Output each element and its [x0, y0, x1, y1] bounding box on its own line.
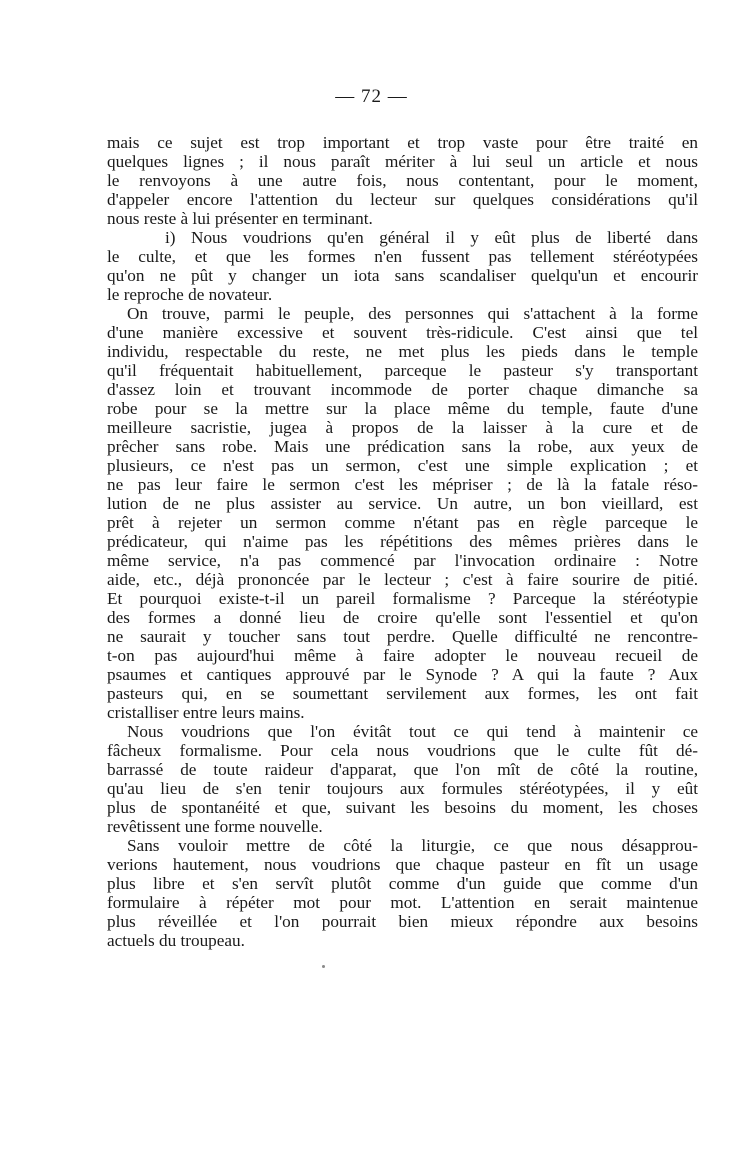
paragraph — [107, 836, 698, 950]
text-line: prêcher sans robe. Mais une prédication sans la robe, aux yeux de — [107, 437, 698, 456]
text-line: nous reste à lui présenter en terminant. — [107, 209, 373, 228]
text-line: robe pour se la mettre sur la place même du temple, faute d'une — [107, 399, 698, 418]
text-line: prêt à rejeter un sermon comme n'étant pas en règle parceque le — [107, 513, 698, 532]
text-line: des formes a donné lieu de croire qu'elle sont l'essentiel et qu'on — [107, 608, 698, 627]
text-line: Nous voudrions que l'on évitât tout ce qui tend à maintenir ce — [127, 722, 698, 741]
text-line: pasteurs qui, en se soumettant servilement aux formes, les ont fait — [107, 684, 698, 703]
text-line: lution de ne plus assister au service. Un autre, un bon vieillard, est — [107, 494, 698, 513]
body-text — [107, 133, 698, 950]
text-line: quelques lignes ; il nous paraît mériter à lui seul un article et nous — [107, 152, 698, 171]
text-line: formulaire à répéter mot pour mot. L'attention en serait maintenue — [107, 893, 698, 912]
text-line: d'assez loin et trouvant incommode de porter chaque dimanche sa — [107, 380, 698, 399]
paragraph — [107, 228, 698, 304]
text-line: le reproche de novateur. — [107, 285, 273, 304]
paragraph — [107, 722, 698, 836]
text-line: barrassé de toute raideur d'apparat, que l'on mît de côté la routine, — [107, 760, 698, 779]
text-line: actuels du troupeau. — [107, 931, 245, 950]
text-line: même service, n'a pas commencé par l'invocation ordinaire : Notre — [107, 551, 698, 570]
text-line: cristalliser entre leurs mains. — [107, 703, 305, 722]
page-number: — 72 — — [335, 86, 408, 107]
text-line: On trouve, parmi le peuple, des personnes qui s'attachent à la forme — [127, 304, 698, 323]
text-line: mais ce sujet est trop important et trop vaste pour être traité en — [107, 133, 698, 152]
text-line: plus libre et s'en servît plutôt comme d'un guide que comme d'un — [107, 874, 698, 893]
text-line: plus réveillée et l'on pourrait bien mieux répondre aux besoins — [107, 912, 698, 931]
text-line: aide, etc., déjà prononcée par le lecteur ; c'est à faire sourire de pitié. — [107, 570, 698, 589]
text-line: fâcheux formalisme. Pour cela nous voudrions que le culte fût dé- — [107, 741, 698, 760]
text-line: plus de spontanéité et que, suivant les besoins du moment, les choses — [107, 798, 698, 817]
text-line: Et pourquoi existe-t-il un pareil formalisme ? Parceque la stéréotypie — [107, 589, 698, 608]
text-line: ne pas leur faire le sermon c'est les mépriser ; de là la fatale réso- — [107, 475, 698, 494]
text-line: le renvoyons à une autre fois, nous contentant, pour le moment, — [107, 171, 698, 190]
paragraph — [107, 304, 698, 722]
text-line: le culte, et que les formes n'en fussent pas tellement stéréotypées — [107, 247, 698, 266]
text-line: t-on pas aujourd'hui même à faire adopter le nouveau recueil de — [107, 646, 698, 665]
text-line: ne saurait y toucher sans tout perdre. Quelle difficulté ne rencontre- — [107, 627, 698, 646]
text-line: qu'au lieu de s'en tenir toujours aux formules stéréotypées, il y eût — [107, 779, 698, 798]
paragraph — [107, 133, 698, 228]
text-line: revêtissent une forme nouvelle. — [107, 817, 323, 836]
text-line: individu, respectable du reste, ne met plus les pieds dans le temple — [107, 342, 698, 361]
text-line: qu'on ne pût y changer un iota sans scandaliser quelqu'un et encourir — [107, 266, 698, 285]
text-line: d'une manière excessive et souvent très-ridicule. C'est ainsi que tel — [107, 323, 698, 342]
text-line: i) Nous voudrions qu'en général il y eût plus de liberté dans — [165, 228, 698, 247]
text-line: d'appeler encore l'attention du lecteur sur quelques considérations qu'il — [107, 190, 698, 209]
scan-speck — [322, 965, 325, 968]
text-line: psaumes et cantiques approuvé par le Synode ? A qui la faute ? Aux — [107, 665, 698, 684]
text-line: meilleure sacristie, jugea à propos de la laisser à la cure et de — [107, 418, 698, 437]
text-line: qu'il fréquentait habituellement, parceque le pasteur s'y transportant — [107, 361, 698, 380]
text-line: plusieurs, ce n'est pas un sermon, c'est une simple explication ; et — [107, 456, 698, 475]
text-line: Sans vouloir mettre de côté la liturgie, ce que nous désapprou- — [127, 836, 698, 855]
text-line: prédicateur, qui n'aime pas les répétitions des mêmes prières dans le — [107, 532, 698, 551]
text-line: verions hautement, nous voudrions que chaque pasteur en fît un usage — [107, 855, 698, 874]
